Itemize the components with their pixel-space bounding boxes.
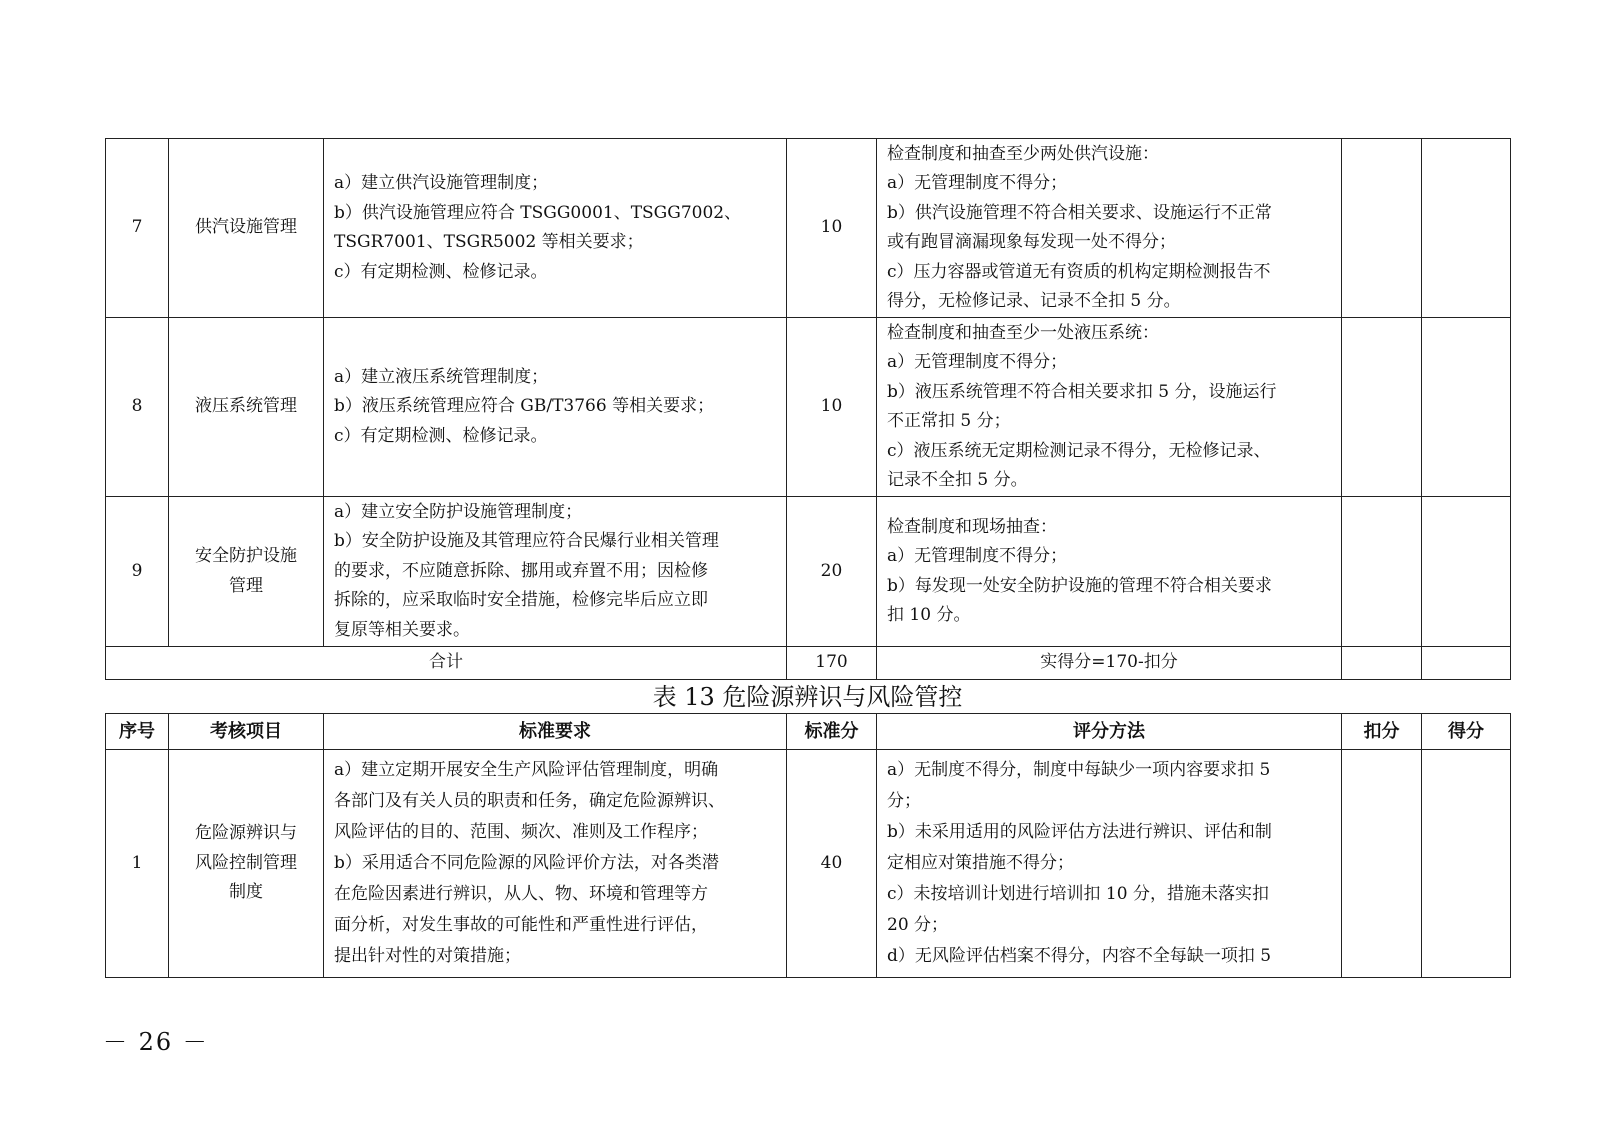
header-no: 序号 (106, 714, 169, 750)
standard-score: 10 (787, 318, 877, 497)
total-label: 合计 (106, 647, 787, 680)
row-number: 9 (106, 497, 169, 647)
standard-requirement: a）建立定期开展安全生产风险评估管理制度，明确 各部门及有关人员的职责和任务，确定危险源辨识、 风险评估的目的、范围、频次、准则及工作程序； b）采用适合不同危险源的风险评价方法，对各类潜 在危险因素进行辨识，从人、物、环境和管理等方 面分析，对发生事故的可能性和严重性进行评估， 提出针对性的对策措施； (324, 750, 787, 978)
table-row (106, 750, 1511, 978)
assessment-item: 危险源辨识与 风险控制管理 制度 (169, 750, 324, 978)
standard-score: 20 (787, 497, 877, 647)
standard-score: 10 (787, 139, 877, 318)
header-score: 标准分 (787, 714, 877, 750)
standard-requirement: a）建立安全防护设施管理制度； b）安全防护设施及其管理应符合民爆行业相关管理 的要求，不应随意拆除、挪用或弃置不用；因检修 拆除的，应采取临时安全措施，检修完毕后应立即 复原等相关要求。 (324, 497, 787, 647)
scoring-table-continued (105, 138, 1511, 680)
deduction-cell[interactable] (1342, 318, 1422, 497)
scoring-method: a）无制度不得分，制度中每缺少一项内容要求扣 5 分； b）未采用适用的风险评估方法进行辨识、评估和制 定相应对策措施不得分； c）未按培训计划进行培训扣 10 分，措施未落实扣 20 分； d）无风险评估档案不得分，内容不全每缺一项扣 5 (877, 750, 1342, 978)
deduction-cell[interactable] (1342, 647, 1422, 680)
assessment-item: 安全防护设施 管理 (169, 497, 324, 647)
header-deduct: 扣分 (1342, 714, 1422, 750)
standard-requirement: a）建立供汽设施管理制度； b）供汽设施管理应符合 TSGG0001、TSGG7002、 TSGR7001、TSGR5002 等相关要求； c）有定期检测、检修记录。 (324, 139, 787, 318)
assessment-item: 液压系统管理 (169, 318, 324, 497)
header-standard: 标准要求 (324, 714, 787, 750)
score-obtained-cell[interactable] (1422, 318, 1511, 497)
standard-score: 40 (787, 750, 877, 978)
scoring-method: 检查制度和抽查至少一处液压系统： a）无管理制度不得分； b）液压系统管理不符合相关要求扣 5 分，设施运行 不正常扣 5 分； c）液压系统无定期检测记录不得分，无检修记录、 记录不全扣 5 分。 (877, 318, 1342, 497)
score-obtained-cell[interactable] (1422, 647, 1511, 680)
deduction-cell[interactable] (1342, 497, 1422, 647)
header-item: 考核项目 (169, 714, 324, 750)
page-number: － 26 － (103, 1028, 209, 1056)
header-method: 评分方法 (877, 714, 1342, 750)
total-method: 实得分=170-扣分 (877, 647, 1342, 680)
score-obtained-cell[interactable] (1422, 497, 1511, 647)
table-row (106, 139, 1511, 318)
header-got: 得分 (1422, 714, 1511, 750)
deduction-cell[interactable] (1342, 139, 1422, 318)
scoring-method: 检查制度和抽查至少两处供汽设施： a）无管理制度不得分； b）供汽设施管理不符合相关要求、设施运行不正常 或有跑冒滴漏现象每发现一处不得分； c）压力容器或管道无有资质的机构定期检测报告不 得分，无检修记录、记录不全扣 5 分。 (877, 139, 1342, 318)
total-row (106, 647, 1511, 680)
table-row (106, 497, 1511, 647)
scoring-method: 检查制度和现场抽查： a）无管理制度不得分； b）每发现一处安全防护设施的管理不符合相关要求 扣 10 分。 (877, 497, 1342, 647)
score-obtained-cell[interactable] (1422, 139, 1511, 318)
score-obtained-cell[interactable] (1422, 750, 1511, 978)
header-row (106, 714, 1511, 750)
row-number: 8 (106, 318, 169, 497)
table-caption: 表 13 危险源辨识与风险管控 (652, 683, 963, 711)
row-number: 1 (106, 750, 169, 978)
table-row (106, 318, 1511, 497)
hazard-risk-table (105, 713, 1511, 978)
assessment-item: 供汽设施管理 (169, 139, 324, 318)
deduction-cell[interactable] (1342, 750, 1422, 978)
row-number: 7 (106, 139, 169, 318)
standard-requirement: a）建立液压系统管理制度； b）液压系统管理应符合 GB/T3766 等相关要求； c）有定期检测、检修记录。 (324, 318, 787, 497)
total-score: 170 (787, 647, 877, 680)
